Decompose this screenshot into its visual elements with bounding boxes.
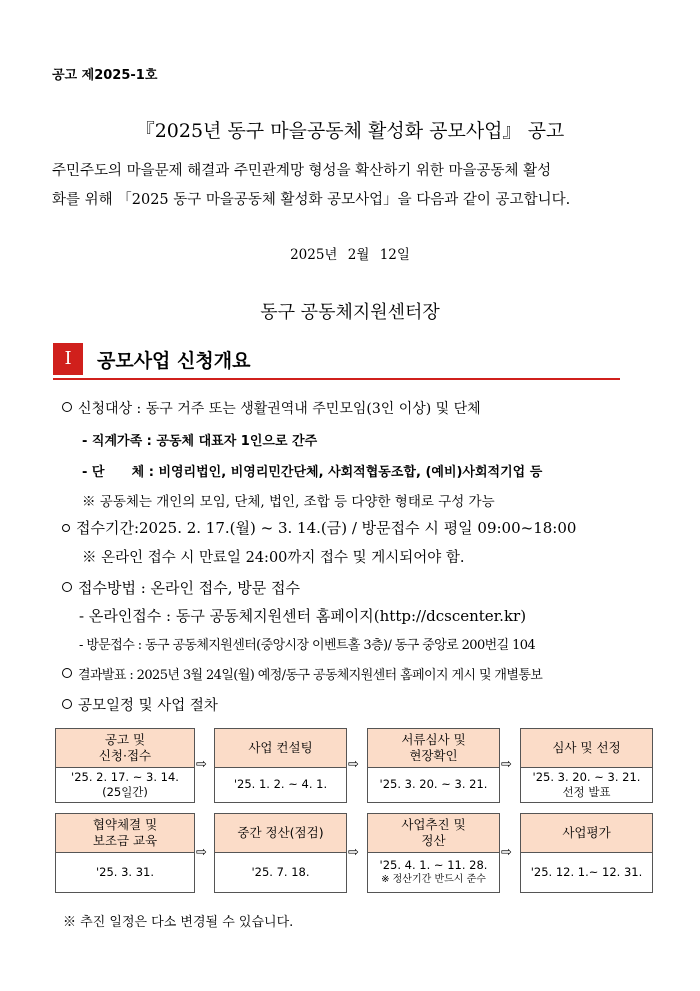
circle-bullet-icon (62, 402, 72, 412)
schedule-step (367, 813, 500, 893)
list-item: 신청대상 : 동구 거주 또는 생활권역내 주민모임(3인 이상) 및 단체 (62, 398, 481, 418)
step-period: '25. 4. 1. ~ 11. 28. ※ 정산기간 반드시 준수 (379, 858, 488, 885)
step-period: '25. 3. 20. ~ 3. 21. 선정 발표 (532, 769, 641, 799)
step-title: 협약체결 및 보조금 교육 (56, 814, 194, 853)
step-title: 사업추진 및 정산 (368, 814, 499, 853)
notice-date: 2025년 2월 12일 (290, 247, 410, 263)
arrow-right-icon: ⇨ (348, 757, 359, 772)
schedule-step (214, 728, 347, 803)
list-item: - 직계가족 : 공동체 대표자 1인으로 간주 (82, 434, 318, 449)
circle-bullet-icon (62, 699, 72, 709)
list-item: - 방문접수 : 동구 공동체지원센터(중앙시장 이벤트홀 3층)/ 동구 중앙로 200번길 104 (79, 638, 536, 653)
list-item: 접수방법 : 온라인 접수, 방문 접수 (62, 577, 300, 598)
list-item: 접수기간:2025. 2. 17.(월) ~ 3. 14.(금) / 방문접수 시 평일 09:00~18:00 (62, 517, 576, 538)
intro-line-1: 주민주도의 마을문제 해결과 주민관계망 형성을 확산하기 위한 마을공동체 활성 (52, 163, 552, 179)
intro-paragraph (52, 157, 652, 215)
list-item: 공모일정 및 사업 절차 (62, 694, 218, 715)
step-period: '25. 1. 2. ~ 4. 1. (233, 777, 328, 791)
list-note: ※ 공동체는 개인의 모임, 단체, 법인, 조합 등 다양한 형태로 구성 가능 (82, 494, 495, 510)
step-period: '25. 7. 18. (251, 864, 310, 879)
schedule-step (55, 728, 195, 803)
section-number: I (53, 343, 83, 375)
sender: 동구 공동체지원센터장 (260, 302, 440, 323)
list-note: ※ 온라인 접수 시 만료일 24:00까지 접수 및 게시되어야 함. (82, 550, 465, 566)
schedule-step (367, 728, 500, 803)
step-title: 공고 및 신청·접수 (56, 729, 194, 768)
circle-bullet-icon (62, 668, 72, 678)
step-title: 심사 및 선정 (521, 729, 652, 768)
schedule-step (55, 813, 195, 893)
notice-number: 공고 제2025-1호 (52, 68, 158, 83)
step-title: 서류심사 및 현장확인 (368, 729, 499, 768)
step-period: '25. 12. 1.~ 12. 31. (530, 864, 643, 879)
section-title: 공모사업 신청개요 (97, 350, 251, 372)
step-period: '25. 3. 20. ~ 3. 21. (379, 777, 488, 791)
schedule-step (520, 728, 653, 803)
list-item: - 단 체 : 비영리법인, 비영리민간단체, 사회적협동조합, (예비)사회적기업 등 (82, 465, 543, 480)
schedule-step (214, 813, 347, 893)
step-period: '25. 3. 31. (95, 864, 155, 879)
arrow-right-icon: ⇨ (196, 757, 207, 772)
list-item: - 온라인접수 : 동구 공동체지원센터 홈페이지(http://dcscenter.kr) (79, 607, 527, 625)
arrow-right-icon: ⇨ (348, 845, 359, 860)
step-title: 사업평가 (521, 814, 652, 853)
intro-line-2: 화를 위해 「2025 동구 마을공동체 활성화 공모사업」을 다음과 같이 공고합니다. (52, 192, 571, 208)
schedule-step (520, 813, 653, 893)
arrow-right-icon: ⇨ (501, 757, 512, 772)
footnote: ※ 추진 일정은 다소 변경될 수 있습니다. (63, 915, 294, 930)
section-divider (53, 378, 620, 380)
circle-bullet-icon (62, 582, 72, 592)
document-title: 『2025년 동구 마을공동체 활성화 공모사업』 공고 (135, 120, 565, 142)
circle-bullet-icon (62, 524, 70, 532)
arrow-right-icon: ⇨ (501, 845, 512, 860)
arrow-right-icon: ⇨ (196, 845, 207, 860)
step-period: '25. 2. 17. ~ 3. 14. (25일간) (71, 769, 179, 799)
step-title: 사업 컨설팅 (215, 729, 346, 768)
step-title: 중간 정산(점검) (215, 814, 346, 853)
list-item: 결과발표 : 2025년 3월 24일(월) 예정/동구 공동체지원센터 홈페이지 게시 및 개별통보 (62, 664, 542, 683)
